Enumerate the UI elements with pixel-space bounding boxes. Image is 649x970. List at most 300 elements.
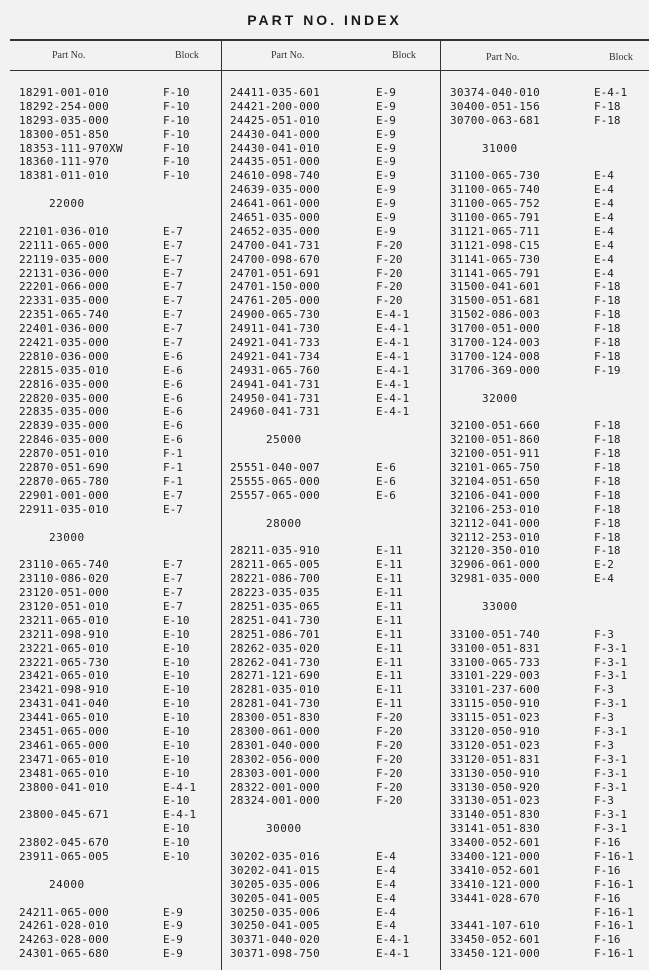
part-number: 18300-051-850: [19, 127, 109, 141]
part-number: 33100-051-740: [450, 627, 540, 641]
index-row: [19, 642, 219, 656]
block-code: F-20: [376, 738, 403, 752]
index-row: [230, 781, 435, 795]
part-number: 24610-098-740: [230, 169, 320, 183]
index-row: [230, 850, 435, 864]
index-row: [19, 392, 219, 406]
block-code: F-16: [594, 891, 621, 905]
index-row: [19, 808, 219, 822]
index-row: [19, 155, 219, 169]
index-row: [19, 517, 219, 531]
index-row: [450, 531, 648, 545]
part-number: 22201-066-000: [19, 280, 109, 294]
block-code: E-4: [594, 238, 614, 252]
index-row: [230, 864, 435, 878]
part-number: 32906-061-000: [450, 558, 540, 572]
index-row: [19, 461, 219, 475]
block-code: F-3-1: [594, 766, 628, 780]
part-number: 31700-124-003: [450, 336, 540, 350]
block-code: E-6: [163, 363, 183, 377]
page-title: PART NO. INDEX: [247, 12, 402, 28]
index-row: [19, 183, 219, 197]
index-row: [19, 447, 219, 461]
block-code: E-11: [376, 599, 403, 613]
part-number: 33410-121-000: [450, 877, 540, 891]
index-row: [230, 128, 435, 142]
part-number: 18381-011-010: [19, 169, 109, 183]
block-code: E-11: [376, 586, 403, 600]
part-number: 28324-001-000: [230, 794, 320, 808]
block-code: E-4: [376, 877, 396, 891]
index-row: [450, 169, 648, 183]
index-row: [450, 489, 648, 503]
part-number: 33100-051-831: [450, 641, 540, 655]
block-code: E-7: [163, 558, 183, 572]
part-number: 25555-065-000: [230, 474, 320, 488]
index-row: [230, 836, 435, 850]
index-row: [230, 683, 435, 697]
index-row: [19, 600, 219, 614]
part-number: 30371-098-750: [230, 947, 320, 961]
part-number: 32981-035-000: [450, 572, 540, 586]
index-row: [230, 656, 435, 670]
section-label: 32000: [482, 391, 518, 405]
top-rule: [10, 39, 649, 41]
index-row: [19, 86, 219, 100]
part-number: 22870-065-780: [19, 474, 109, 488]
part-number: 28221-086-700: [230, 572, 320, 586]
block-code: E-7: [163, 252, 183, 266]
index-row: [450, 794, 648, 808]
index-row: [450, 336, 648, 350]
part-number: 31700-124-008: [450, 349, 540, 363]
block-code: E-10: [163, 655, 190, 669]
block-code: F-20: [376, 780, 403, 794]
index-row: [230, 322, 435, 336]
block-code: F-20: [376, 238, 403, 252]
block-code: E-4: [594, 224, 614, 238]
index-row: [450, 892, 648, 906]
index-row: [230, 739, 435, 753]
index-row: [450, 933, 648, 947]
part-number: 33120-051-831: [450, 752, 540, 766]
block-code: E-6: [163, 377, 183, 391]
block-code: E-7: [163, 586, 183, 600]
part-number: 28303-001-000: [230, 766, 320, 780]
part-number: 32100-051-911: [450, 447, 540, 461]
part-number: 24761-205-000: [230, 294, 320, 308]
index-row: [450, 447, 648, 461]
part-number: 33450-121-000: [450, 947, 540, 961]
index-row: [19, 239, 219, 253]
part-number: 23911-065-005: [19, 849, 109, 863]
section-label: 23000: [49, 530, 85, 544]
index-row: [230, 114, 435, 128]
part-number: 32120-350-010: [450, 544, 540, 558]
block-code: E-10: [163, 641, 190, 655]
block-code: E-9: [376, 99, 396, 113]
section-label: 33000: [482, 599, 518, 613]
index-row: [230, 531, 435, 545]
part-number: 31500-051-681: [450, 294, 540, 308]
index-row: [230, 294, 435, 308]
index-row: [19, 781, 219, 795]
section-heading: [230, 433, 435, 447]
index-row: [19, 128, 219, 142]
block-code: E-10: [163, 613, 190, 627]
block-code: E-4-1: [376, 405, 410, 419]
block-code: F-10: [163, 141, 190, 155]
part-number: 33410-052-601: [450, 863, 540, 877]
part-number: 18293-035-000: [19, 113, 109, 127]
part-number: 30374-040-010: [450, 86, 540, 99]
block-code: F-20: [376, 280, 403, 294]
block-code: E-9: [376, 183, 396, 197]
index-row: [450, 280, 648, 294]
index-row: [230, 933, 435, 947]
block-code: F-18: [594, 502, 621, 516]
index-row: [19, 225, 219, 239]
part-number: 33100-065-733: [450, 655, 540, 669]
block-code: E-6: [163, 419, 183, 433]
part-number: 28301-040-000: [230, 738, 320, 752]
index-row: [19, 697, 219, 711]
block-code: F-3-1: [594, 669, 628, 683]
block-code: E-9: [376, 113, 396, 127]
index-row: [450, 461, 648, 475]
part-number: 31706-369-000: [450, 363, 540, 377]
block-code: F-16-1: [594, 919, 634, 933]
index-row: [19, 850, 219, 864]
index-row: [19, 308, 219, 322]
part-number: 24435-051-000: [230, 155, 320, 169]
part-number: 28281-035-010: [230, 683, 320, 697]
block-code: E-4: [376, 919, 396, 933]
index-row: [230, 767, 435, 781]
block-code: E-11: [376, 683, 403, 697]
index-row: [450, 878, 648, 892]
part-number: 30202-041-015: [230, 863, 320, 877]
part-number: 24931-065-760: [230, 363, 320, 377]
block-code: F-10: [163, 99, 190, 113]
index-row: [230, 572, 435, 586]
part-number: 30250-035-006: [230, 905, 320, 919]
part-number: 28300-051-830: [230, 711, 320, 725]
block-code: E-4-1: [163, 808, 197, 822]
index-row: [19, 280, 219, 294]
block-code: E-11: [376, 572, 403, 586]
part-number: 23221-065-010: [19, 641, 109, 655]
block-code: E-4: [376, 905, 396, 919]
part-number: 33450-052-601: [450, 933, 540, 947]
part-number: 28281-041-730: [230, 697, 320, 711]
index-row: [450, 86, 648, 100]
index-column-2: [230, 86, 435, 961]
part-number: 31100-065-740: [450, 183, 540, 197]
part-number: 24641-061-000: [230, 197, 320, 211]
index-row: [230, 489, 435, 503]
index-row: [230, 239, 435, 253]
index-row: [450, 808, 648, 822]
index-row: [450, 211, 648, 225]
index-row: [19, 669, 219, 683]
index-row: [450, 405, 648, 419]
block-code: E-10: [163, 724, 190, 738]
part-number: 24911-041-730: [230, 322, 320, 336]
part-number: 33115-050-910: [450, 697, 540, 711]
block-code: E-9: [163, 933, 183, 947]
part-number: 30205-035-006: [230, 877, 320, 891]
part-number: 31500-041-601: [450, 280, 540, 294]
index-row: [19, 364, 219, 378]
index-row: [230, 405, 435, 419]
block-code: E-10: [163, 794, 190, 808]
part-number: 33141-051-830: [450, 822, 540, 836]
part-number: 18353-111-970XW: [19, 141, 123, 155]
index-row: [450, 350, 648, 364]
index-row: [450, 378, 648, 392]
block-code: F-18: [594, 349, 621, 363]
part-number: 22901-001-000: [19, 488, 109, 502]
header-part-no-1: Part No.: [52, 50, 86, 61]
block-code: F-18: [594, 474, 621, 488]
section-heading: [19, 531, 219, 545]
index-row: [19, 433, 219, 447]
part-number: 24701-150-000: [230, 280, 320, 294]
part-number: 24941-041-731: [230, 377, 320, 391]
block-code: F-3: [594, 683, 614, 697]
block-code: E-4: [594, 169, 614, 183]
index-row: [450, 183, 648, 197]
block-code: E-7: [163, 280, 183, 294]
column-divider-2: [440, 39, 441, 970]
index-row: [230, 350, 435, 364]
part-number: 24430-041-010: [230, 141, 320, 155]
part-number: 31100-065-791: [450, 211, 540, 225]
block-code: E-9: [163, 947, 183, 961]
index-row: [230, 475, 435, 489]
block-code: E-7: [163, 238, 183, 252]
part-number: 24950-041-731: [230, 391, 320, 405]
part-number: 23451-065-000: [19, 724, 109, 738]
part-number: 31141-065-730: [450, 252, 540, 266]
part-number: 22119-035-000: [19, 252, 109, 266]
index-row: [450, 850, 648, 864]
block-code: E-10: [163, 766, 190, 780]
part-number: 23211-098-910: [19, 627, 109, 641]
block-code: F-20: [376, 724, 403, 738]
part-number: 24261-028-010: [19, 919, 109, 933]
index-row: [19, 614, 219, 628]
block-code: F-16: [594, 933, 621, 947]
block-code: E-6: [376, 474, 396, 488]
part-number: 23481-065-010: [19, 766, 109, 780]
index-row: [19, 794, 219, 808]
index-row: [19, 767, 219, 781]
index-row: [230, 614, 435, 628]
index-row: [450, 767, 648, 781]
part-number: 22131-036-000: [19, 266, 109, 280]
part-number: 31121-098-C15: [450, 238, 540, 252]
block-code: E-7: [163, 224, 183, 238]
part-number: 23441-065-010: [19, 711, 109, 725]
index-row: [19, 114, 219, 128]
block-code: F-10: [163, 86, 190, 99]
block-code: F-1: [163, 447, 183, 461]
index-row: [450, 711, 648, 725]
index-row: [450, 919, 648, 933]
part-number: 24421-200-000: [230, 99, 320, 113]
block-code: F-18: [594, 461, 621, 475]
part-number: 18292-254-000: [19, 99, 109, 113]
index-row: [19, 836, 219, 850]
index-row: [19, 419, 219, 433]
block-code: E-6: [376, 461, 396, 475]
block-code: E-11: [376, 613, 403, 627]
block-code: E-10: [163, 697, 190, 711]
index-row: [450, 239, 648, 253]
block-code: E-6: [163, 405, 183, 419]
index-row: [450, 419, 648, 433]
index-row: [450, 628, 648, 642]
index-row: [19, 906, 219, 920]
block-code: E-4: [594, 266, 614, 280]
part-number: 23120-051-000: [19, 586, 109, 600]
block-code: E-9: [376, 197, 396, 211]
block-code: E-4: [594, 572, 614, 586]
block-code: E-10: [163, 683, 190, 697]
index-row: [230, 253, 435, 267]
index-row: [230, 211, 435, 225]
part-number: 23421-065-010: [19, 669, 109, 683]
part-number: 23211-065-010: [19, 613, 109, 627]
section-heading: [230, 822, 435, 836]
index-row: [230, 586, 435, 600]
block-code: E-7: [163, 266, 183, 280]
index-row: [19, 142, 219, 156]
part-number: 22421-035-000: [19, 336, 109, 350]
part-number: 23800-041-010: [19, 780, 109, 794]
block-code: E-7: [163, 572, 183, 586]
block-code: F-16-1: [594, 947, 634, 961]
block-code: F-18: [594, 516, 621, 530]
part-number: 22835-035-000: [19, 405, 109, 419]
index-row: [230, 711, 435, 725]
part-number: 24639-035-000: [230, 183, 320, 197]
block-code: E-4-1: [376, 349, 410, 363]
part-number: 22820-035-000: [19, 391, 109, 405]
section-label: 31000: [482, 141, 518, 155]
block-code: F-18: [594, 447, 621, 461]
part-number: 30371-040-020: [230, 933, 320, 947]
index-row: [450, 683, 648, 697]
block-code: E-7: [163, 599, 183, 613]
index-row: [450, 572, 648, 586]
part-number: 24651-035-000: [230, 211, 320, 225]
index-row: [230, 558, 435, 572]
block-code: F-18: [594, 99, 621, 113]
part-number: 23110-065-740: [19, 558, 109, 572]
section-heading: [450, 392, 648, 406]
part-number: 31121-065-711: [450, 224, 540, 238]
part-number: 30205-041-005: [230, 891, 320, 905]
block-code: E-9: [376, 169, 396, 183]
index-row: [450, 322, 648, 336]
block-code: F-1: [163, 461, 183, 475]
index-row: [19, 378, 219, 392]
index-row: [450, 656, 648, 670]
index-row: [450, 906, 648, 920]
part-number: 33400-052-601: [450, 836, 540, 850]
block-code: E-4: [376, 863, 396, 877]
block-code: E-4-1: [376, 363, 410, 377]
part-number: 18360-111-970: [19, 155, 109, 169]
block-code: E-10: [163, 711, 190, 725]
index-row: [19, 822, 219, 836]
part-number: 24652-035-000: [230, 224, 320, 238]
part-number: 22870-051-010: [19, 447, 109, 461]
index-row: [19, 725, 219, 739]
header-part-no-3: Part No.: [486, 52, 520, 63]
block-code: E-9: [163, 905, 183, 919]
index-row: [450, 864, 648, 878]
part-number: 24411-035-601: [230, 86, 320, 99]
block-code: E-2: [594, 558, 614, 572]
block-code: E-9: [376, 224, 396, 238]
part-number: 33140-051-830: [450, 808, 540, 822]
index-row: [19, 864, 219, 878]
index-row: [19, 711, 219, 725]
block-code: E-4: [594, 197, 614, 211]
header-block-3: Block: [609, 52, 633, 63]
part-number: 33130-050-910: [450, 766, 540, 780]
index-row: [450, 197, 648, 211]
part-number: 28300-061-000: [230, 724, 320, 738]
part-number: 31502-086-003: [450, 308, 540, 322]
index-row: [19, 586, 219, 600]
block-code: F-20: [376, 266, 403, 280]
part-number: 22351-065-740: [19, 308, 109, 322]
block-code: E-9: [376, 141, 396, 155]
part-number: 23461-065-000: [19, 738, 109, 752]
index-row: [230, 197, 435, 211]
index-row: [19, 336, 219, 350]
block-code: F-3: [594, 711, 614, 725]
part-number: 32112-041-000: [450, 516, 540, 530]
part-number: 25551-040-007: [230, 461, 320, 475]
index-row: [230, 808, 435, 822]
block-code: E-7: [163, 488, 183, 502]
header-block-1: Block: [175, 50, 199, 61]
index-row: [450, 558, 648, 572]
block-code: E-4-1: [376, 391, 410, 405]
block-code: F-3-1: [594, 655, 628, 669]
block-code: F-19: [594, 363, 621, 377]
part-number: 23431-041-040: [19, 697, 109, 711]
index-row: [19, 322, 219, 336]
index-row: [450, 308, 648, 322]
section-label: 30000: [266, 822, 302, 836]
block-code: E-10: [163, 669, 190, 683]
index-row: [230, 878, 435, 892]
part-number: 33120-050-910: [450, 724, 540, 738]
part-number: 31700-051-000: [450, 322, 540, 336]
part-number: 32112-253-010: [450, 530, 540, 544]
index-row: [19, 739, 219, 753]
index-row: [230, 308, 435, 322]
index-row: [230, 461, 435, 475]
index-row: [450, 517, 648, 531]
